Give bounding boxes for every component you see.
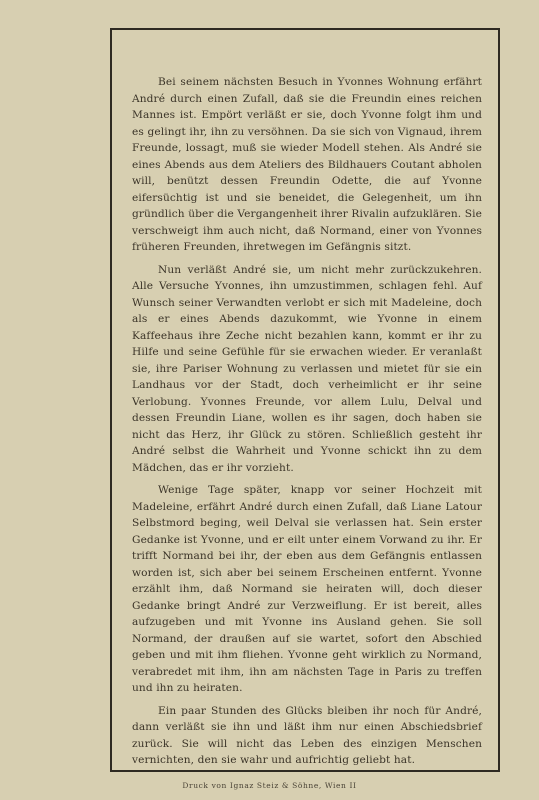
paragraph-3: Wenige Tage später, knapp vor seiner Hochzeit mit Madeleine, erfährt André durch einen Zufall, daß Liane Latour Selbstmord beging, weil Delval sie verlassen hat. Sein erster Gedanke ist Yvonne, und er eilt unter einem Vorwand zu ihr. Er trifft Normand bei ihr, der eben aus dem Gefängnis entlassen worden ist, sich aber bei seinem Erscheinen entfernt. Yvonne erzählt ihm, daß Normand sie heiraten will, doch dieser Gedanke bringt André zur Verzweiflung. Er ist bereit, alles aufzugeben und mit Yvonne ins Ausland gehen. Sie soll Normand, der draußen auf sie wartet, sofort den Abschied geben und mit ihm fliehen. Yvonne geht wirklich zu Normand, verabredet mit ihm, ihn am nächsten Tage in Paris zu treffen und ihn zu heiraten. xyxy=(132,484,482,694)
paragraph-1: Bei seinem nächsten Besuch in Yvonnes Wohnung erfährt André durch einen Zufall, daß sie die Freundin eines reichen Mannes ist. Empört verläßt er sie, doch Yvonne folgt ihm und es gelingt ihr, ihn zu versöhnen. Da sie sich von Vignaud, ihrem Freunde, lossagt, muß sie wieder Modell stehen. Als André sie eines Abends aus dem Ateliers des Bildhauers Coutant abholen will, benützt dessen Freundin Odette, die auf Yvonne eifersüchtig ist und sie beneidet, die Gelegenheit, um ihn gründlich über die Vergangenheit ihrer Rivalin aufzuklären. Sie verschweigt ihm auch nicht, daß Normand, einer von Yvonnes früheren Freunden, ihretwegen im Gefängnis sitzt. xyxy=(132,76,482,253)
printer-imprint: Druck von Ignaz Steiz & Söhne, Wien II xyxy=(182,781,357,790)
paragraph-2: Nun verläßt André sie, um nicht mehr zurückzukehren. Alle Versuche Yvonnes, ihn umzustimmen, schlagen fehl. Auf Wunsch seiner Verwandten verlobt er sich mit Madeleine, doch als er eines Abends dazukommt, wie Yvonne in einem Kaffeehaus ihre Zeche nicht bezahlen kann, kommt er ihr zu Hilfe und seine Gefühle für sie erwachen wieder. Er veranlaßt sie, ihre Pariser Wohnung zu verlassen und mietet für sie ein Landhaus vor der Stadt, doch verheimlicht er ihr seine Verlobung. Yvonnes Freunde, vor allem Lulu, Delval und dessen Freundin Liane, wollen es ihr sagen, doch haben sie nicht das Herz, ihr Glück zu stören. Schließlich gesteht ihr André selbst die Wahrheit und Yvonne schickt ihn zu dem Mädchen, das er ihr vorzieht. xyxy=(132,263,482,474)
paragraph-4: Ein paar Stunden des Glücks bleiben ihr noch für André, dann verläßt sie ihn und läßt ihm nur einen Abschiedsbrief zurück. Sie will nicht das Leben des einzigen Menschen vernichten, den sie wahr und aufrichtig geliebt hat. xyxy=(132,704,482,766)
body-text xyxy=(132,74,482,775)
